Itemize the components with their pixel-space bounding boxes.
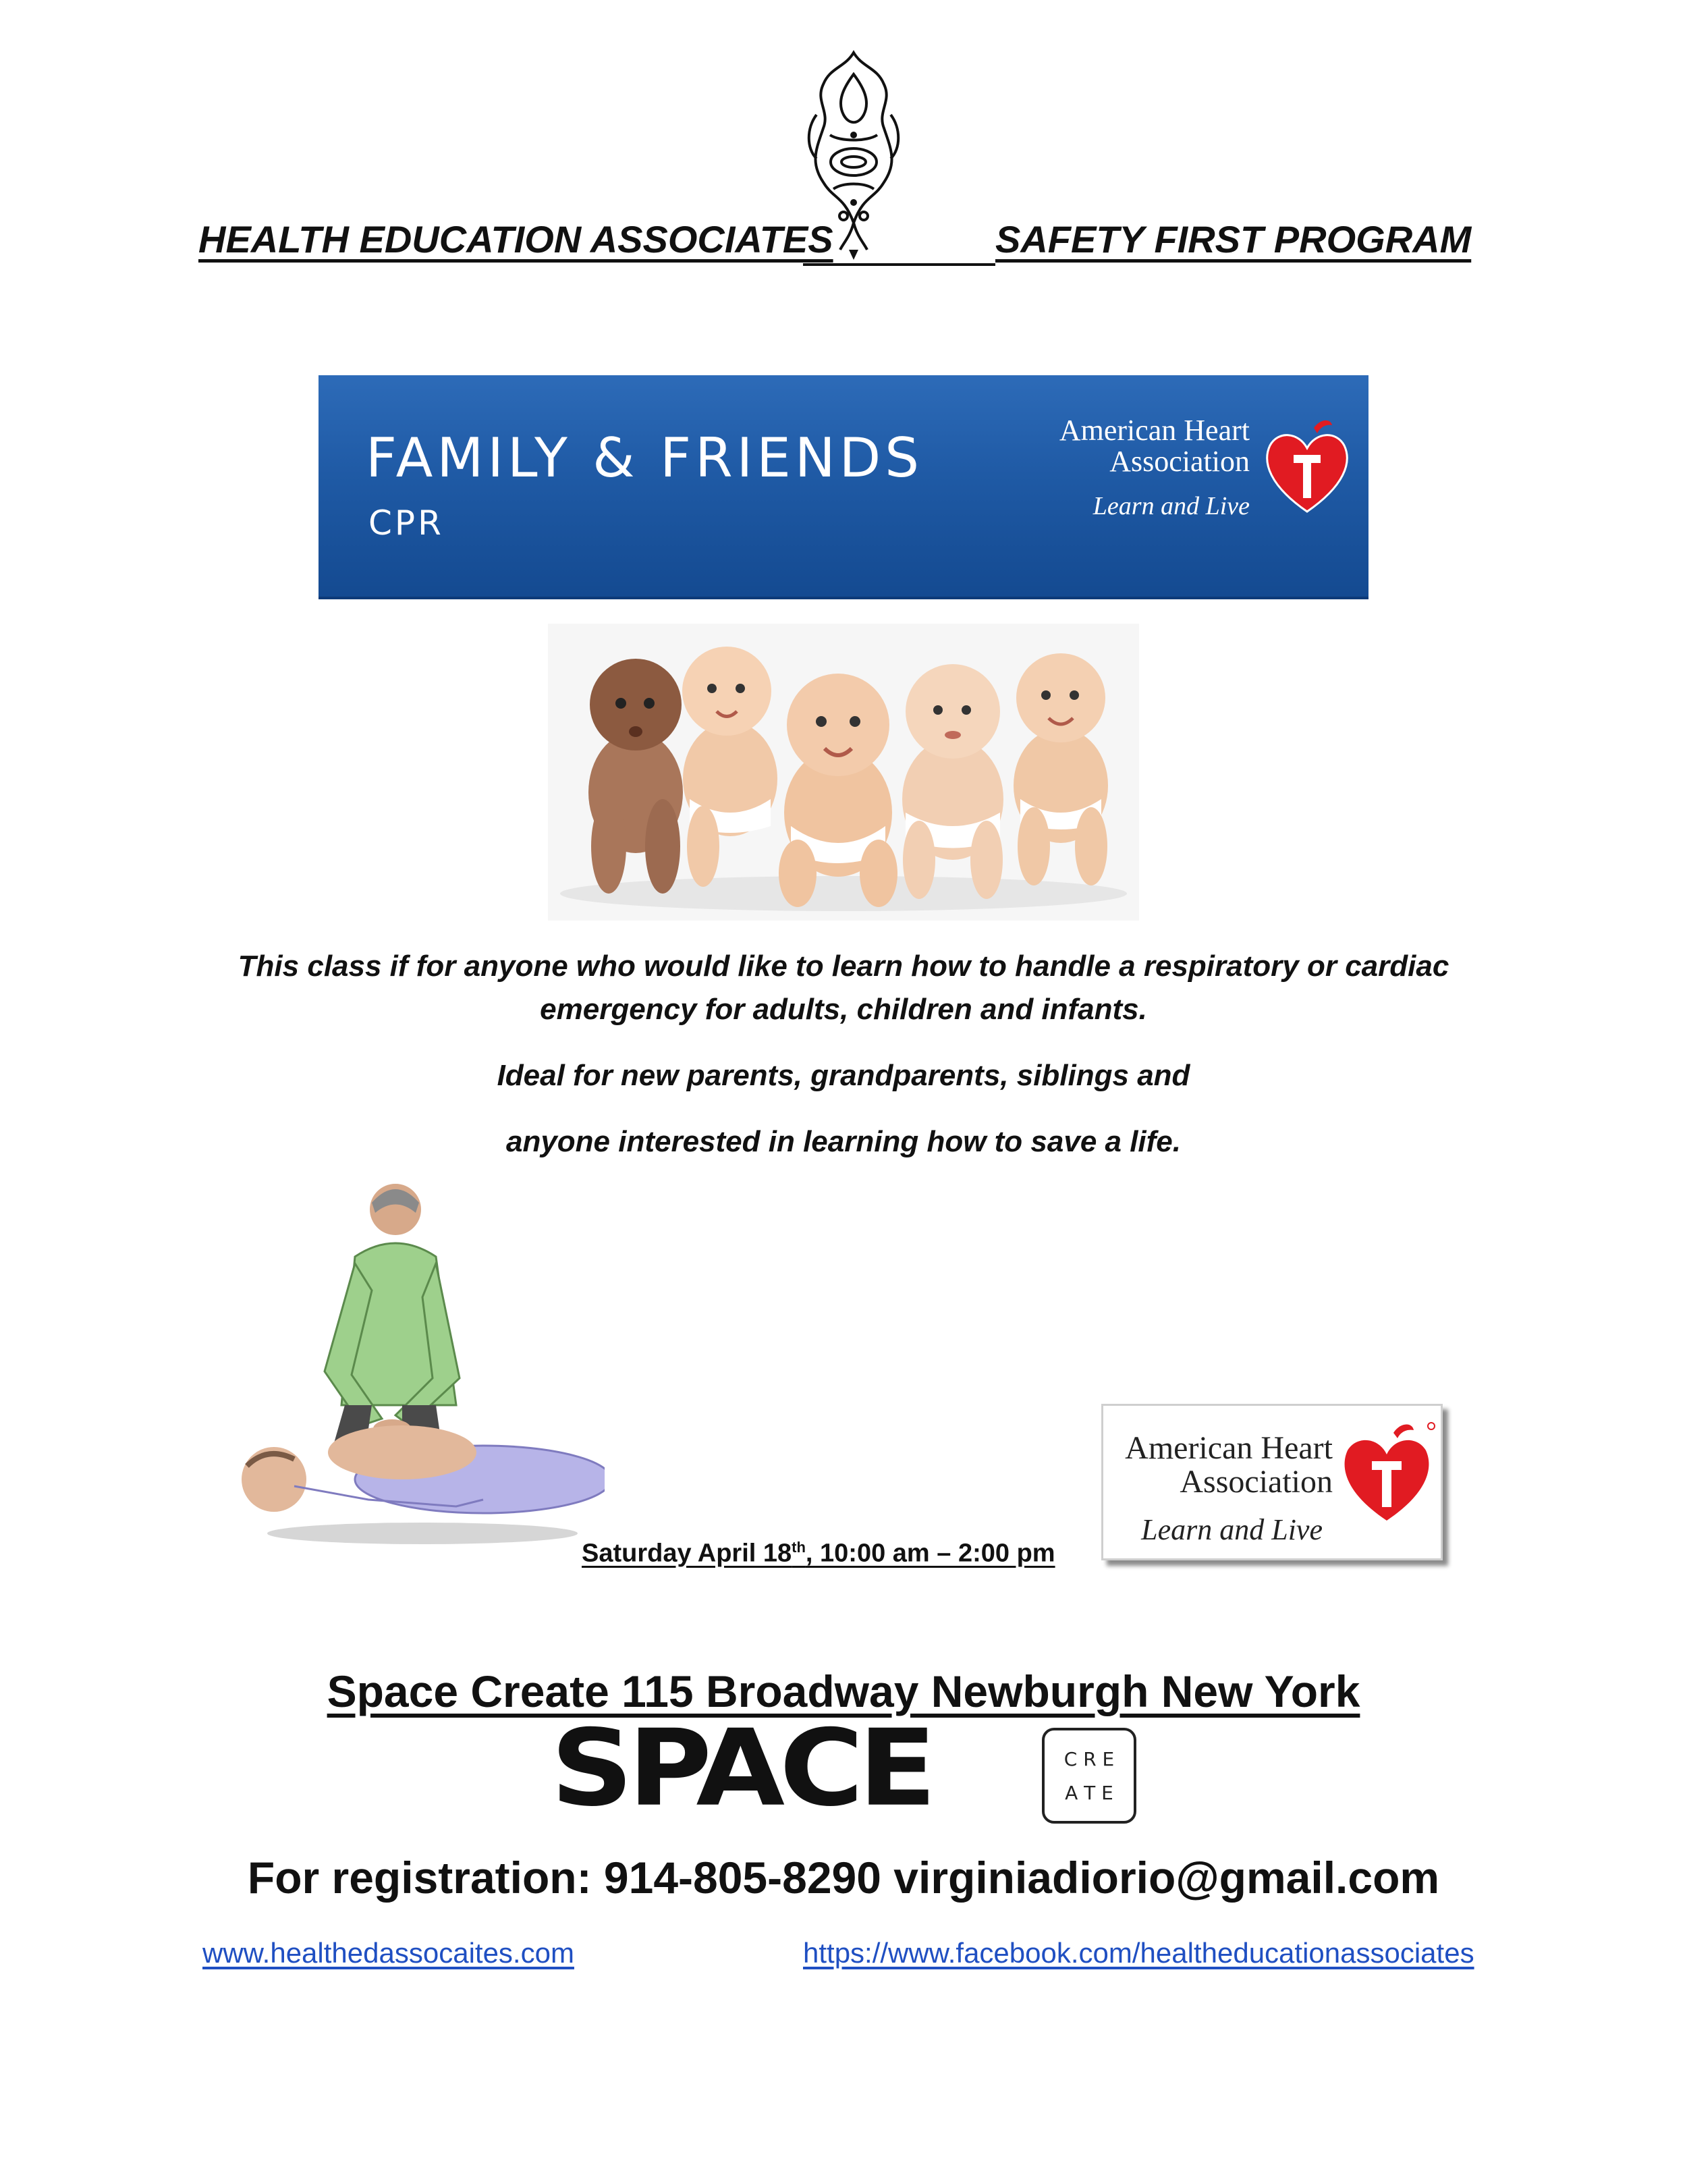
space-logo-sub-row1: C R E (1063, 1748, 1115, 1770)
space-logo-sub-row2: A T E (1065, 1782, 1113, 1804)
aha-logo-line2: Association (1109, 445, 1250, 478)
baby-figure (779, 674, 897, 907)
header-underline-divider (803, 263, 995, 266)
audience-line-2: anyone interested in learning how to save a life. (505, 1125, 1182, 1158)
event-date-suffix-ordinal: th (792, 1539, 806, 1556)
registration-contact: For registration: 914-805-8290 virginiadiorio@gmail.com (247, 1853, 1440, 1903)
org-name-heading: HEALTH EDUCATION ASSOCIATES (198, 218, 833, 261)
aha2-line2: Association (1180, 1464, 1333, 1500)
event-time: , 10:00 am – 2:00 pm (805, 1539, 1055, 1568)
facebook-link[interactable]: https://www.facebook.com/healtheducationassociates (803, 1937, 1474, 1969)
class-description-line-1: This class if for anyone who would like to learn how to handle a respiratory or cardiac (238, 950, 1449, 983)
aha2-tagline: Learn and Live (1141, 1513, 1323, 1546)
aha-tagline: Learn and Live (1093, 492, 1250, 520)
banner-subtitle: CPR (368, 503, 444, 543)
banner-title: FAMILY & FRIENDS (366, 427, 924, 489)
program-name-heading: SAFETY FIRST PROGRAM (995, 218, 1472, 261)
class-description-line-2: emergency for adults, children and infants. (540, 993, 1147, 1026)
aha-heart-logo (1103, 1406, 1441, 1558)
venue-address: Space Create 115 Broadway Newburgh New York (327, 1666, 1360, 1716)
aha-logo-box (1101, 1404, 1443, 1560)
aha-heart-logo (1047, 398, 1358, 533)
aha2-line1: American Heart (1125, 1430, 1333, 1466)
website-link[interactable]: www.healthedassocaites.com (202, 1937, 574, 1969)
audience-line-1: Ideal for new parents, grandparents, siblings and (497, 1059, 1190, 1092)
event-date-prefix: Saturday April 18 (582, 1539, 792, 1568)
cpr-illustration (200, 1182, 605, 1560)
cpr-course-banner (319, 375, 1368, 599)
space-create-logo (545, 1725, 1139, 1826)
event-date (582, 1539, 1055, 1568)
space-logo-word: SPACE (551, 1725, 931, 1826)
babies-photo (548, 624, 1139, 921)
aha-logo-line1: American Heart (1059, 414, 1250, 447)
